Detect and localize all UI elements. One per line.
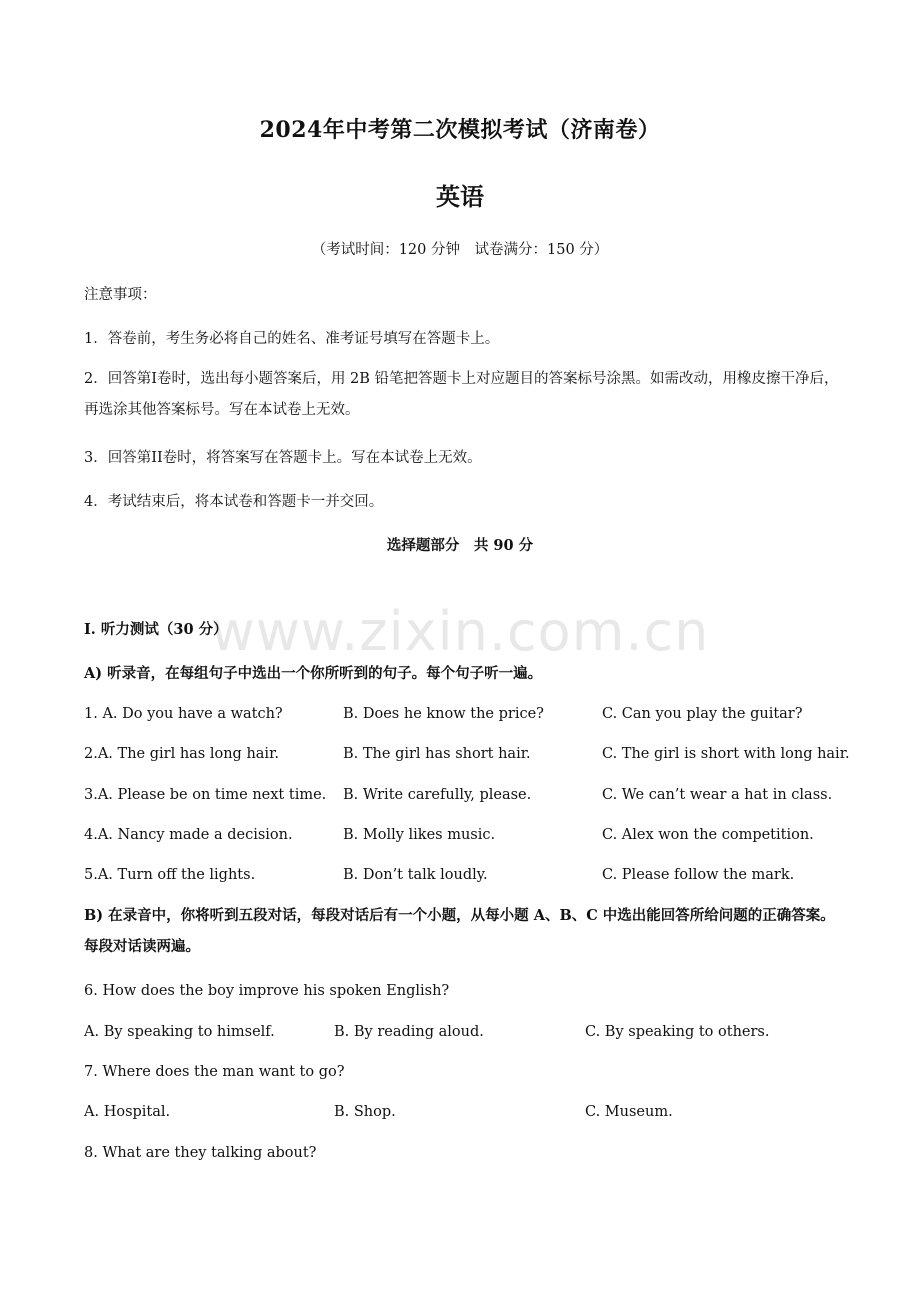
note-item-4: 4．考试结束后，将本试卷和答题卡一并交回。 [84, 494, 384, 510]
note-item-2: 2．回答第I卷时，选出每小题答案后，用 2B 铅笔把答题卡上对应题目的答案标号涂黑。如需改动，用橡皮擦干净后，再选涂其他答案标号。写在本试卷上无效。 [84, 371, 839, 418]
option-4c: C. Alex won the competition. [602, 827, 814, 843]
option-2b: B. The girl has short hair. [343, 746, 531, 762]
watermark: www.zixin.com.cn [210, 600, 710, 663]
option-6b: B. By reading aloud. [334, 1024, 484, 1040]
option-5b: B. Don’t talk loudly. [343, 867, 488, 883]
note-item-1: 1．答卷前，考生务必将自己的姓名、准考证号填写在答题卡上。 [84, 331, 500, 347]
option-5a: 5.A. Turn off the lights. [84, 867, 256, 883]
exam-title: 2024年中考第二次模拟考试（济南卷） [259, 117, 661, 143]
option-5c: C. Please follow the mark. [602, 867, 795, 883]
question-8: 8. What are they talking about? [84, 1145, 317, 1161]
option-1b: B. Does he know the price? [343, 706, 544, 722]
subject-title: 英语 [436, 182, 484, 211]
option-1a: 1. A. Do you have a watch? [84, 706, 283, 722]
option-6c: C. By speaking to others. [585, 1024, 770, 1040]
option-7a: A. Hospital. [84, 1104, 171, 1120]
option-3a: 3.A. Please be on time next time. [84, 787, 327, 803]
section-title: 选择题部分 共 90 分 [386, 537, 534, 554]
notes-heading: 注意事项： [84, 287, 157, 303]
option-6a: A. By speaking to himself. [84, 1024, 275, 1040]
part1-heading: I. 听力测试（30 分） [84, 621, 228, 638]
option-3b: B. Write carefully, please. [343, 787, 532, 803]
section-b-instruction: B) 在录音中，你将听到五段对话，每段对话后有一个小题，从每小题 A、B、C 中选出能回答所给问题的正确答案。每段对话读两遍。 [84, 907, 835, 955]
option-7c: C. Museum. [585, 1104, 673, 1120]
option-3c: C. We can’t wear a hat in class. [602, 787, 833, 803]
option-4b: B. Molly likes music. [343, 827, 496, 843]
section-a-instruction: A) 听录音，在每组句子中选出一个你所听到的句子。每个句子听一遍。 [84, 665, 543, 682]
option-4a: 4.A. Nancy made a decision. [84, 827, 293, 843]
time-info: （考试时间：120 分钟 试卷满分：150 分） [311, 242, 609, 258]
option-2c: C. The girl is short with long hair. [602, 746, 850, 762]
option-2a: 2.A. The girl has long hair. [84, 746, 280, 762]
question-7: 7. Where does the man want to go? [84, 1064, 345, 1080]
option-1c: C. Can you play the guitar? [602, 706, 803, 722]
question-6: 6. How does the boy improve his spoken English? [84, 983, 450, 999]
option-7b: B. Shop. [334, 1104, 396, 1120]
note-item-3: 3．回答第II卷时，将答案写在答题卡上。写在本试卷上无效。 [84, 450, 482, 466]
